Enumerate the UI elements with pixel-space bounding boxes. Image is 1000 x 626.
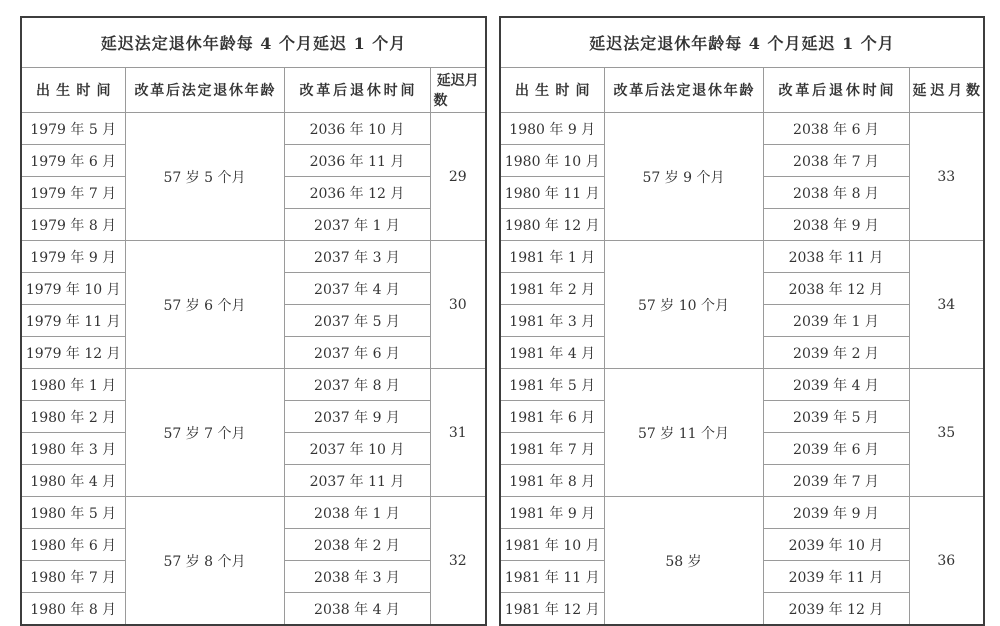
retire-month-cell: 2037 年 8 月	[284, 369, 430, 401]
delay-months-cell: 30	[430, 241, 486, 369]
table-row	[500, 369, 984, 401]
retire-month-cell: 2037 年 6 月	[284, 337, 430, 369]
birth-month-cell: 1981 年 1 月	[500, 241, 604, 273]
table-row	[21, 241, 486, 273]
retire-month-cell: 2036 年 11 月	[284, 145, 430, 177]
birth-month-cell: 1980 年 9 月	[500, 113, 604, 145]
birth-month-cell: 1981 年 2 月	[500, 273, 604, 305]
retirement-age-cell: 57 岁 8 个月	[125, 497, 284, 626]
birth-month-cell: 1980 年 11 月	[500, 177, 604, 209]
retire-month-cell: 2039 年 1 月	[763, 305, 909, 337]
retire-month-cell: 2039 年 7 月	[763, 465, 909, 497]
retire-month-cell: 2039 年 4 月	[763, 369, 909, 401]
birth-month-cell: 1980 年 12 月	[500, 209, 604, 241]
birth-month-cell: 1979 年 9 月	[21, 241, 125, 273]
retirement-table-left	[20, 16, 487, 626]
retire-month-cell: 2039 年 2 月	[763, 337, 909, 369]
table-title: 延迟法定退休年龄每 4 个月延迟 1 个月	[500, 17, 984, 68]
birth-month-cell: 1980 年 5 月	[21, 497, 125, 529]
birth-month-cell: 1980 年 4 月	[21, 465, 125, 497]
table-row	[500, 497, 984, 529]
retirement-age-cell: 57 岁 5 个月	[125, 113, 284, 241]
retire-month-cell: 2039 年 10 月	[763, 529, 909, 561]
retire-month-cell: 2038 年 6 月	[763, 113, 909, 145]
retire-month-cell: 2037 年 5 月	[284, 305, 430, 337]
birth-month-cell: 1980 年 3 月	[21, 433, 125, 465]
retire-month-cell: 2038 年 3 月	[284, 561, 430, 593]
table-row	[21, 369, 486, 401]
delay-months-cell: 36	[909, 497, 984, 626]
delay-months-cell: 34	[909, 241, 984, 369]
retire-month-cell: 2038 年 1 月	[284, 497, 430, 529]
birth-month-cell: 1980 年 6 月	[21, 529, 125, 561]
birth-month-cell: 1979 年 11 月	[21, 305, 125, 337]
delay-months-cell: 35	[909, 369, 984, 497]
col-header-retirement-time: 改革后退休时间	[284, 68, 430, 113]
table-title-row	[21, 17, 486, 68]
birth-month-cell: 1981 年 5 月	[500, 369, 604, 401]
retire-month-cell: 2038 年 2 月	[284, 529, 430, 561]
retire-month-cell: 2039 年 9 月	[763, 497, 909, 529]
birth-month-cell: 1980 年 10 月	[500, 145, 604, 177]
delay-months-cell: 31	[430, 369, 486, 497]
birth-month-cell: 1981 年 10 月	[500, 529, 604, 561]
birth-month-cell: 1980 年 8 月	[21, 593, 125, 626]
column-header-row	[21, 68, 486, 113]
col-header-birth-time: 出生时间	[21, 68, 125, 113]
table-row	[21, 497, 486, 529]
retire-month-cell: 2038 年 12 月	[763, 273, 909, 305]
retire-month-cell: 2036 年 10 月	[284, 113, 430, 145]
table-row	[500, 113, 984, 145]
birth-month-cell: 1979 年 12 月	[21, 337, 125, 369]
retire-month-cell: 2037 年 1 月	[284, 209, 430, 241]
retire-month-cell: 2038 年 8 月	[763, 177, 909, 209]
retirement-age-cell: 57 岁 7 个月	[125, 369, 284, 497]
retire-month-cell: 2039 年 11 月	[763, 561, 909, 593]
birth-month-cell: 1981 年 8 月	[500, 465, 604, 497]
retirement-age-cell: 57 岁 11 个月	[604, 369, 763, 497]
table-row	[500, 241, 984, 273]
birth-month-cell: 1981 年 9 月	[500, 497, 604, 529]
table-title-row	[500, 17, 984, 68]
delay-months-cell: 29	[430, 113, 486, 241]
retire-month-cell: 2039 年 6 月	[763, 433, 909, 465]
retirement-age-cell: 57 岁 9 个月	[604, 113, 763, 241]
birth-month-cell: 1979 年 8 月	[21, 209, 125, 241]
delay-months-cell: 33	[909, 113, 984, 241]
birth-month-cell: 1980 年 2 月	[21, 401, 125, 433]
retire-month-cell: 2037 年 10 月	[284, 433, 430, 465]
table-title: 延迟法定退休年龄每 4 个月延迟 1 个月	[21, 17, 486, 68]
birth-month-cell: 1981 年 11 月	[500, 561, 604, 593]
birth-month-cell: 1979 年 7 月	[21, 177, 125, 209]
birth-month-cell: 1980 年 1 月	[21, 369, 125, 401]
birth-month-cell: 1981 年 4 月	[500, 337, 604, 369]
col-header-delay-months: 延迟月数	[909, 68, 984, 113]
column-header-row	[500, 68, 984, 113]
retire-month-cell: 2039 年 12 月	[763, 593, 909, 626]
retire-month-cell: 2037 年 11 月	[284, 465, 430, 497]
birth-month-cell: 1981 年 7 月	[500, 433, 604, 465]
retire-month-cell: 2037 年 4 月	[284, 273, 430, 305]
col-header-retirement-age: 改革后法定退休年龄	[125, 68, 284, 113]
retirement-age-cell: 58 岁	[604, 497, 763, 626]
col-header-delay-months: 延迟月数	[430, 68, 486, 113]
col-header-retirement-age: 改革后法定退休年龄	[604, 68, 763, 113]
retire-month-cell: 2038 年 7 月	[763, 145, 909, 177]
table-row	[21, 113, 486, 145]
birth-month-cell: 1979 年 6 月	[21, 145, 125, 177]
birth-month-cell: 1979 年 10 月	[21, 273, 125, 305]
birth-month-cell: 1981 年 3 月	[500, 305, 604, 337]
retire-month-cell: 2038 年 9 月	[763, 209, 909, 241]
retire-month-cell: 2038 年 4 月	[284, 593, 430, 626]
col-header-birth-time: 出生时间	[500, 68, 604, 113]
retire-month-cell: 2037 年 3 月	[284, 241, 430, 273]
retire-month-cell: 2039 年 5 月	[763, 401, 909, 433]
birth-month-cell: 1979 年 5 月	[21, 113, 125, 145]
retirement-age-cell: 57 岁 10 个月	[604, 241, 763, 369]
birth-month-cell: 1981 年 6 月	[500, 401, 604, 433]
retire-month-cell: 2037 年 9 月	[284, 401, 430, 433]
birth-month-cell: 1981 年 12 月	[500, 593, 604, 626]
retirement-age-cell: 57 岁 6 个月	[125, 241, 284, 369]
delay-months-cell: 32	[430, 497, 486, 626]
col-header-retirement-time: 改革后退休时间	[763, 68, 909, 113]
retire-month-cell: 2036 年 12 月	[284, 177, 430, 209]
retire-month-cell: 2038 年 11 月	[763, 241, 909, 273]
birth-month-cell: 1980 年 7 月	[21, 561, 125, 593]
retirement-table-right	[499, 16, 985, 626]
